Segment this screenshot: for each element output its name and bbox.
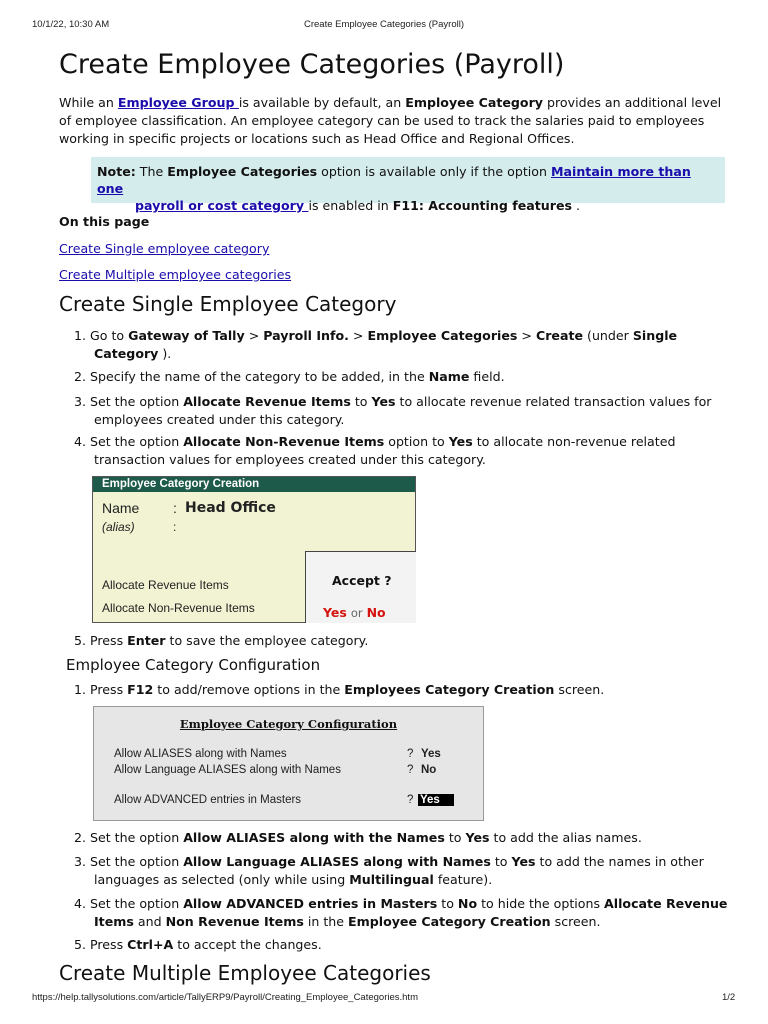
- screen-title-bar: Employee Category Creation: [93, 477, 415, 492]
- intro-paragraph: While an Employee Group is available by default, an Employee Category provides an additional level of employee classification. An employee category can be used to track the salaries paid to employees working in specific projects or locations such as Head Office and Regional Offices.: [59, 95, 722, 146]
- allocate-revenue-label: Allocate Revenue Items: [102, 578, 229, 592]
- allocate-nonrevenue-label: Allocate Non-Revenue Items: [102, 601, 255, 615]
- maintain-payroll-link-cont[interactable]: payroll or cost category: [135, 198, 309, 213]
- print-footer-url: https://help.tallysolutions.com/article/TallyERP9/Payroll/Creating_Employee_Categories.htm: [32, 992, 418, 1003]
- section-heading-multiple: Create Multiple Employee Categories: [59, 961, 431, 985]
- config-row-language-value[interactable]: No: [421, 764, 437, 776]
- toc-link-multiple[interactable]: Create Multiple employee categories: [59, 267, 292, 282]
- toc-link-single[interactable]: Create Single employee category: [59, 241, 270, 256]
- config-row-advanced-value[interactable]: Yes: [418, 794, 454, 806]
- section-heading-single: Create Single Employee Category: [59, 292, 397, 316]
- config-row-aliases-label: Allow ALIASES along with Names: [114, 748, 287, 760]
- on-this-page-heading: On this page: [59, 214, 150, 229]
- config-row-advanced-label: Allow ADVANCED entries in Masters: [114, 794, 302, 806]
- no-option[interactable]: No: [366, 605, 386, 620]
- print-title: Create Employee Categories (Payroll): [304, 19, 464, 30]
- name-colon: :: [173, 500, 177, 516]
- config-row-aliases-q: ?: [407, 748, 414, 760]
- alias-label: (alias): [102, 520, 135, 534]
- config-step-3: 3. Set the option Allow Language ALIASES along with Names to Yes to add the names in other languages as selected (only while using Multilingual feature).: [74, 854, 704, 887]
- name-label: Name: [102, 500, 140, 516]
- single-step-5: 5. Press Enter to save the employee category.: [74, 633, 369, 648]
- single-step-1: 1. Go to Gateway of Tally > Payroll Info. > Employee Categories > Create (under Single Category ).: [74, 328, 678, 361]
- page-title: Create Employee Categories (Payroll): [59, 49, 565, 80]
- config-step-2: 2. Set the option Allow ALIASES along with the Names to Yes to add the alias names.: [74, 830, 642, 845]
- config-step-1: 1. Press F12 to add/remove options in the Employees Category Creation screen.: [74, 682, 605, 697]
- yes-no-choice: Yes or No: [323, 605, 386, 620]
- accept-question: Accept ?: [332, 573, 392, 588]
- config-panel-title: Employee Category Configuration: [179, 717, 398, 731]
- config-step-4: 4. Set the option Allow ADVANCED entries in Masters to No to hide the options Allocate Revenue Items and Non Revenue Items in the Employee Category Creation screen.: [74, 896, 728, 929]
- alias-colon: :: [173, 520, 177, 534]
- single-step-4: 4. Set the option Allocate Non-Revenue Items option to Yes to allocate non-revenue related transaction values for employees created under this category.: [74, 434, 676, 467]
- print-datetime: 10/1/22, 10:30 AM: [32, 19, 110, 30]
- config-row-aliases-value[interactable]: Yes: [421, 748, 441, 760]
- single-step-3: 3. Set the option Allocate Revenue Items to Yes to allocate revenue related transaction values for employees created under this category.: [74, 394, 712, 427]
- single-step-2: 2. Specify the name of the category to be added, in the Name field.: [74, 369, 505, 384]
- config-heading: Employee Category Configuration: [66, 656, 321, 674]
- employee-group-link[interactable]: Employee Group: [117, 95, 239, 110]
- config-row-language-q: ?: [407, 764, 414, 776]
- config-panel: [93, 706, 484, 821]
- accept-dialog: [305, 551, 416, 623]
- yes-option[interactable]: Yes: [323, 605, 347, 620]
- config-row-language-label: Allow Language ALIASES along with Names: [114, 764, 341, 776]
- config-step-5: 5. Press Ctrl+A to accept the changes.: [74, 937, 322, 952]
- name-value[interactable]: Head Office: [185, 500, 276, 516]
- employee-category-creation-screen: [92, 476, 416, 623]
- maintain-payroll-link[interactable]: Maintain more than one: [97, 164, 691, 196]
- note-box: Note: The Employee Categories option is available only if the option Maintain more than one payroll or cost category is enabled in F11: Accounting features .: [91, 157, 725, 203]
- config-row-advanced-q: ?: [407, 794, 414, 806]
- print-footer-page: 1/2: [722, 992, 736, 1003]
- note-label: Note:: [97, 164, 136, 179]
